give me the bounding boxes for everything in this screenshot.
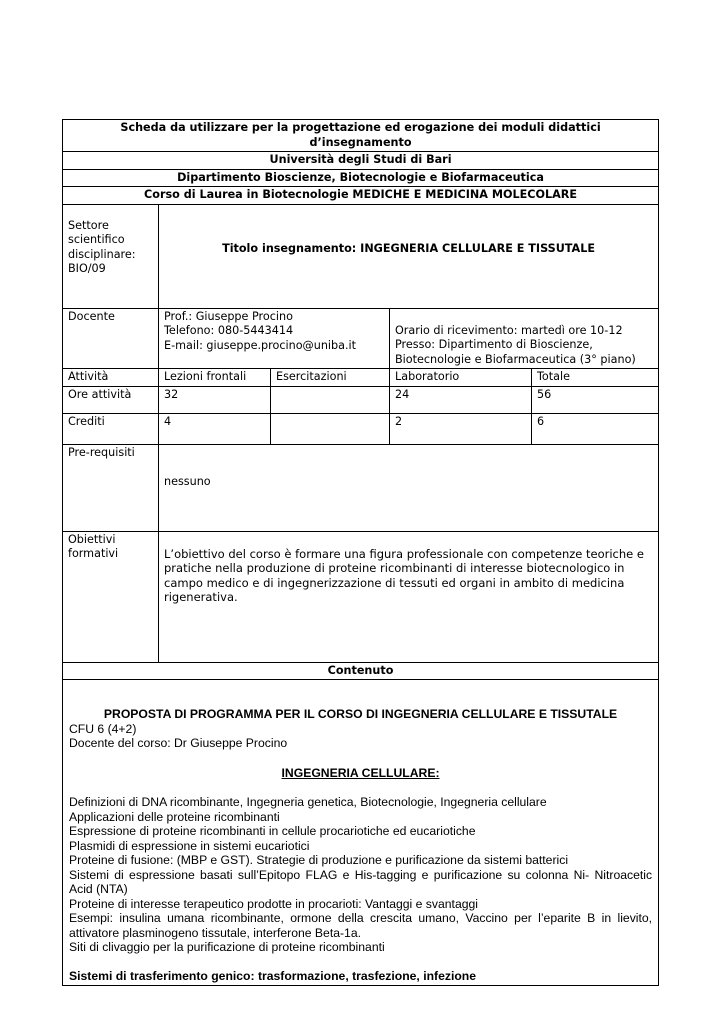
section-heading: INGEGNERIA CELLULARE: xyxy=(281,765,440,780)
ore-label: Ore attività xyxy=(63,386,159,413)
phone: Telefono: 080-5443414 xyxy=(164,324,294,337)
department-name: Dipartimento Bioscienze, Biotecnologie e Biofarmaceutica xyxy=(63,169,659,187)
prerequisiti-text: nessuno xyxy=(164,474,211,488)
contenuto-header: Contenuto xyxy=(63,662,659,680)
crediti-value: 6 xyxy=(532,413,659,444)
attivita-header: Laboratorio xyxy=(390,369,532,387)
settore-cell xyxy=(63,204,159,308)
university-name: Università degli Studi di Bari xyxy=(63,152,659,170)
settore-label: disciplinare: xyxy=(68,247,136,261)
settore-label: scientifico xyxy=(68,233,125,246)
obiettivi-text xyxy=(159,531,659,662)
reception-hours: Orario di ricevimento: martedì ore 10-12 xyxy=(395,323,623,337)
program-item: Definizioni di DNA ricombinante, Ingegneria genetica, Biotecnologie, Ingegneria cellulare xyxy=(69,795,547,809)
crediti-label: Crediti xyxy=(63,413,159,444)
program-docente: Docente del corso: Dr Giuseppe Procino xyxy=(69,736,288,750)
crediti-value: 2 xyxy=(390,413,532,444)
program-item: Sistemi di espressione basati sull’Epitopo FLAG e His-tagging e purificazione su colonna Ni- Nitroacetic Acid (NTA) xyxy=(69,867,653,896)
reception-info xyxy=(390,308,659,369)
program-item: Siti di clivaggio per la purificazione di proteine ricombinanti xyxy=(69,940,385,954)
attivita-header: Lezioni frontali xyxy=(159,369,271,387)
program-item: Esempi: insulina umana ricombinante, ormone della crescita umano, Vaccino per l’eparite B in lievito, attivatore plasminogeno tissutale, interferone Beta-1a. xyxy=(69,911,653,940)
obiettivi-label-line: formativi xyxy=(68,547,119,560)
program-cfu: CFU 6 (4+2) xyxy=(69,721,137,736)
program-item: Espressione di proteine ricombinanti in cellule procariotiche ed eucariotiche xyxy=(69,824,476,838)
attivita-header: Attività xyxy=(63,369,159,387)
email: E-mail: giuseppe.procino@uniba.it xyxy=(164,338,357,352)
program-item: Applicazioni delle proteine ricombinanti xyxy=(69,809,280,824)
program-item: Plasmidi di espressione in sistemi eucariotici xyxy=(69,838,310,853)
programma-cell xyxy=(63,680,659,986)
ore-value: 56 xyxy=(532,386,659,413)
docente-contacts xyxy=(159,308,390,369)
ore-value: 24 xyxy=(390,386,532,413)
prof-name: Prof.: Giuseppe Procino xyxy=(164,309,293,323)
reception-place: Biotecnologie e Biofarmaceutica (3° piano) xyxy=(395,352,636,366)
section-subheading: Sistemi di trasferimento genico: trasformazione, trasfezione, infezione xyxy=(69,968,477,983)
program-item: Proteine di interesse terapeutico prodotte in procarioti: Vantaggi e svantaggi xyxy=(69,896,478,911)
degree-course-name: Corso di Laurea in Biotecnologie MEDICHE E MEDICINA MOLECOLARE xyxy=(63,187,659,205)
prerequisiti-value xyxy=(159,444,659,531)
attivita-header: Totale xyxy=(532,369,659,387)
crediti-value: 4 xyxy=(159,413,271,444)
crediti-value xyxy=(271,413,390,444)
program-item: Proteine di fusione: (MBP e GST). Strategie di produzione e purificazione da sistemi batterici xyxy=(69,853,569,867)
prerequisiti-label: Pre-requisiti xyxy=(63,444,159,531)
sheet-title: Scheda da utilizzare per la progettazione ed erogazione dei moduli didattici d’insegnamento xyxy=(63,120,659,152)
ore-value: 32 xyxy=(159,386,271,413)
settore-label: Settore xyxy=(68,218,109,232)
obiettivi-label xyxy=(63,531,159,662)
reception-place: Presso: Dipartimento di Bioscienze, xyxy=(395,338,593,351)
docente-label: Docente xyxy=(63,308,159,369)
settore-code: BIO/09 xyxy=(68,262,106,275)
course-sheet-table xyxy=(62,119,659,986)
obiettivi-label-line: Obiettivi xyxy=(68,532,116,546)
course-title: Titolo insegnamento: INGEGNERIA CELLULARE E TISSUTALE xyxy=(159,204,659,308)
obiettivi-paragraph: L’obiettivo del corso è formare una figura professionale con competenze teoriche e pratiche nella produzione di proteine ricombinanti di interesse biotecnologico in campo medico e di ingegnerizzazione di tessuti ed organi in ambito di medicina rigenerativa. xyxy=(164,546,644,604)
program-title: PROPOSTA DI PROGRAMMA PER IL CORSO DI INGEGNERIA CELLULARE E TISSUTALE xyxy=(103,707,618,721)
attivita-header: Esercitazioni xyxy=(271,369,390,387)
ore-value xyxy=(271,386,390,413)
